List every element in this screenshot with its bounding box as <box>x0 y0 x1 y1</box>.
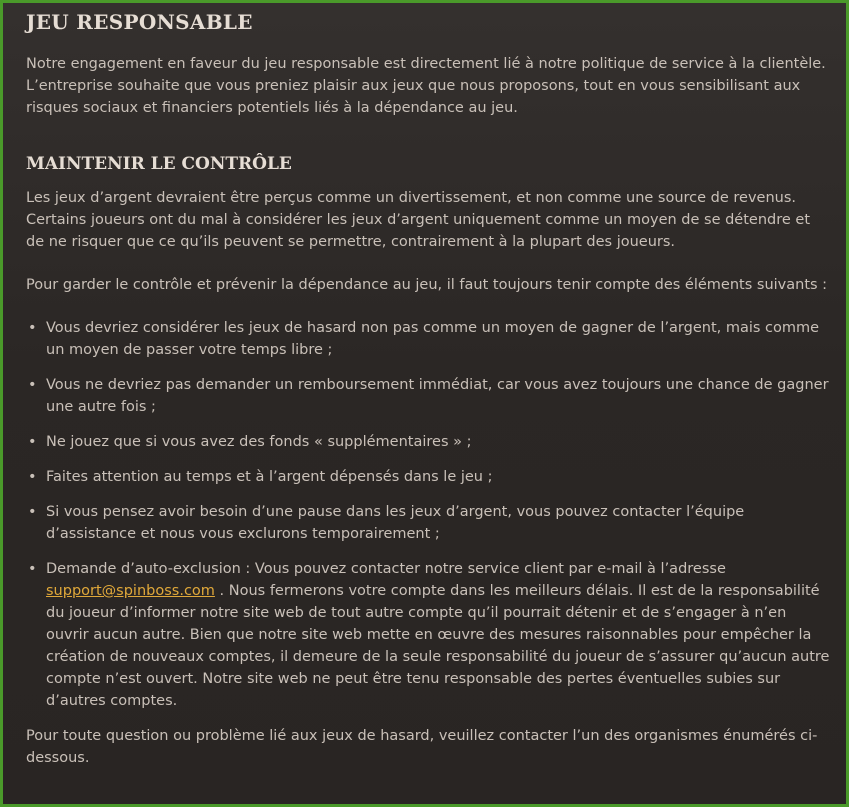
section-title: MAINTENIR LE CONTRÔLE <box>26 154 292 174</box>
closing-paragraph: Pour toute question ou problème lié aux jeux de hasard, veuillez contacter l’un des organismes énumérés ci-dessous. <box>26 728 818 766</box>
guidelines-list <box>26 317 831 712</box>
page-title: JEU RESPONSABLE <box>26 10 253 34</box>
control-paragraph: Les jeux d’argent devraient être perçus comme un divertissement, et non comme une source de revenus. Certains joueurs ont du mal à considérer les jeux d’argent uniquement comme un moyen de se détendre et de ne risquer que ce qu’ils peuvent se permettre, contrairement à la plupart des joueurs. <box>26 190 811 250</box>
list-item-self-exclusion <box>26 558 831 712</box>
list-item: • Vous devriez considérer les jeux de hasard non pas comme un moyen de gagner de l’argent, mais comme un moyen de passer votre temps libre ; <box>26 317 831 361</box>
self-exclusion-details: . Nous fermerons votre compte dans les meilleurs délais. Il est de la responsabilité du joueur d’informer notre site web de tout autre compte qu’il pourrait détenir et de s’engager à n’en ouvrir aucun autre. Bien que notre site web mette en œuvre des mesures raisonnables pour empêcher la création de nouveaux comptes, il demeure de la seule responsabilité du joueur de s’assurer qu’aucun autre compte n’est ouvert. Notre site web ne peut être tenu responsable des pertes éventuelles subies sur d’autres comptes. <box>46 583 830 709</box>
list-item: • Faites attention au temps et à l’argent dépensés dans le jeu ; <box>26 466 831 488</box>
list-item: • Vous ne devriez pas demander un remboursement immédiat, car vous avez toujours une chance de gagner une autre fois ; <box>26 374 831 418</box>
list-item: • Si vous pensez avoir besoin d’une pause dans les jeux d’argent, vous pouvez contacter l’équipe d’assistance et nous vous exclurons temporairement ; <box>26 501 831 545</box>
support-email-link[interactable]: support@spinboss.com <box>46 583 215 599</box>
guidelines-intro: Pour garder le contrôle et prévenir la dépendance au jeu, il faut toujours tenir compte des éléments suivants : <box>26 277 828 293</box>
responsible-gaming-article <box>26 7 831 769</box>
list-item: • Ne jouez que si vous avez des fonds « supplémentaires » ; <box>26 431 831 453</box>
intro-paragraph: Notre engagement en faveur du jeu responsable est directement lié à notre politique de service à la clientèle. L’entreprise souhaite que vous preniez plaisir aux jeux que nous proposons, tout en vous sensibilisant aux risques sociaux et financiers potentiels liés à la dépendance au jeu. <box>26 56 826 116</box>
self-exclusion-text: Demande d’auto-exclusion : Vous pouvez contacter notre service client par e-mail à l’adresse <box>46 561 726 577</box>
